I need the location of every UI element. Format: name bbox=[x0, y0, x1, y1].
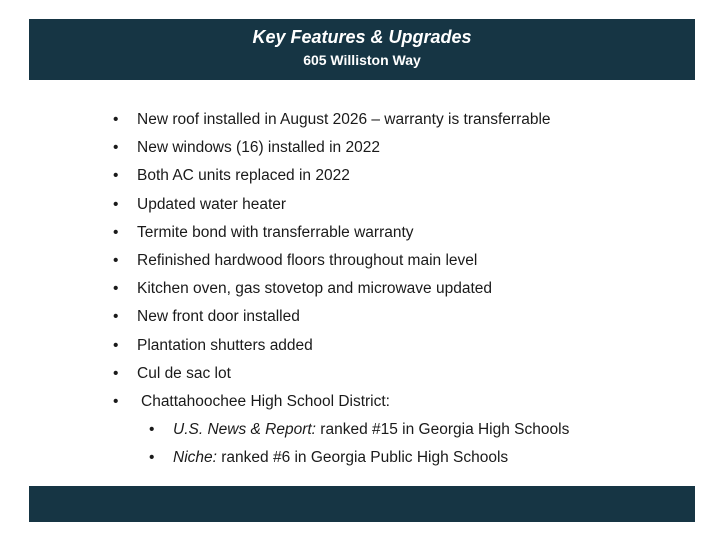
school-district-item bbox=[113, 390, 570, 467]
list-item bbox=[113, 221, 551, 249]
list-item-text: Kitchen oven, gas stovetop and microwave updated bbox=[137, 280, 493, 298]
bullet-icon: • bbox=[113, 167, 119, 185]
ranking-text: ranked #6 in Georgia Public High Schools bbox=[216, 449, 509, 467]
bullet-icon: • bbox=[113, 139, 119, 157]
ranking-item bbox=[149, 418, 569, 446]
bullet-icon: • bbox=[113, 111, 119, 128]
bullet-icon: • bbox=[113, 280, 119, 298]
list-item bbox=[113, 164, 551, 192]
bullet-icon: • bbox=[113, 251, 119, 269]
bullet-icon: • bbox=[113, 223, 119, 241]
list-item-text: Updated water heater bbox=[137, 195, 287, 213]
list-item-text: Both AC units replaced in 2022 bbox=[137, 167, 350, 185]
features-list bbox=[113, 108, 570, 467]
list-item-text: Cul de sac lot bbox=[137, 364, 231, 382]
list-item-text: Refinished hardwood floors throughout main level bbox=[137, 251, 478, 269]
list-item bbox=[113, 249, 551, 277]
school-rankings-list bbox=[149, 418, 569, 474]
list-item-text: New roof installed in August 2026 – warranty is transferrable bbox=[137, 111, 551, 128]
list-item-text: Termite bond with transferrable warranty bbox=[137, 223, 414, 241]
ranking-item bbox=[149, 446, 569, 474]
bullet-icon: • bbox=[113, 195, 119, 213]
list-item-text: New front door installed bbox=[137, 308, 300, 326]
ranking-source: U.S. News & Report: bbox=[173, 420, 316, 438]
property-address: 605 Williston Way bbox=[303, 52, 421, 68]
bullet-icon: • bbox=[113, 392, 119, 410]
list-item bbox=[113, 136, 551, 164]
list-item bbox=[113, 277, 551, 305]
bullet-icon: • bbox=[149, 420, 155, 438]
list-item bbox=[113, 193, 551, 221]
header-banner bbox=[29, 19, 695, 80]
list-item bbox=[113, 305, 551, 333]
bullet-icon: • bbox=[149, 449, 155, 467]
page-title: Key Features & Upgrades bbox=[252, 27, 472, 47]
list-item-text: Plantation shutters added bbox=[137, 336, 313, 354]
footer-banner bbox=[29, 486, 695, 522]
list-item bbox=[113, 334, 551, 362]
school-district-label: Chattahoochee High School District: bbox=[141, 392, 390, 410]
ranking-text: ranked #15 in Georgia High Schools bbox=[316, 420, 570, 438]
bullet-icon: • bbox=[113, 308, 119, 326]
bullet-icon: • bbox=[113, 336, 119, 354]
bullet-icon: • bbox=[113, 364, 119, 382]
list-item-text: New windows (16) installed in 2022 bbox=[137, 139, 380, 157]
list-item bbox=[113, 108, 551, 136]
ranking-source: Niche: bbox=[173, 449, 217, 467]
list-item bbox=[113, 362, 551, 390]
